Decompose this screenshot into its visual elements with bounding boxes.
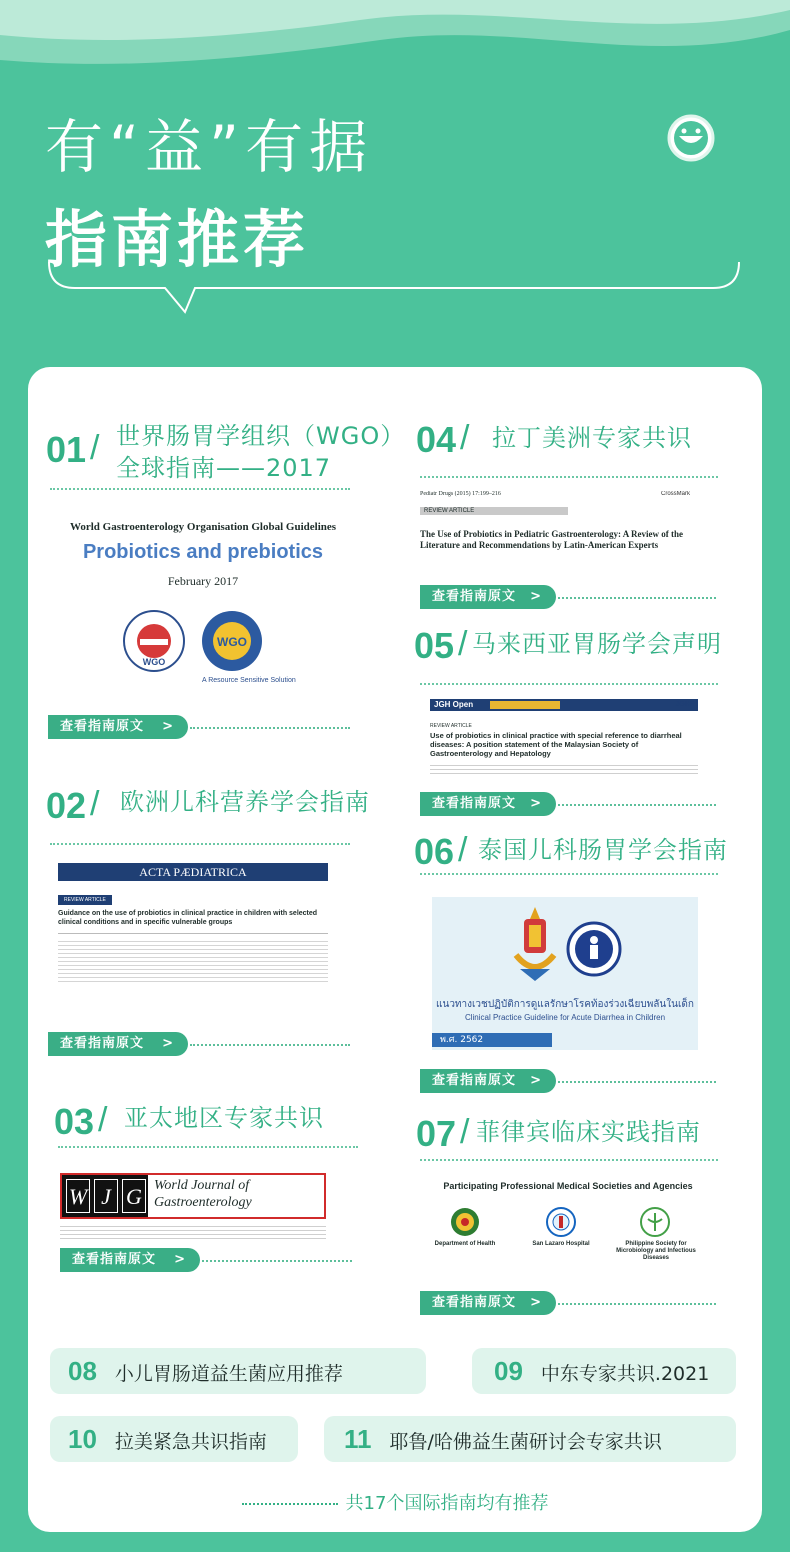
section-slash: /: [458, 625, 468, 663]
chevron-right-icon: >: [530, 796, 542, 811]
thumb-tag: REVIEW ARTICLE: [430, 723, 472, 729]
thai-subtitle: Clinical Practice Guideline for Acute Diarrhea in Children: [464, 1013, 666, 1022]
thumb-date: February 2017: [167, 574, 239, 588]
chevron-right-icon: >: [530, 589, 542, 604]
view-guideline-button-04[interactable]: [420, 585, 556, 609]
section-number: 02: [46, 785, 87, 826]
button-dotted-tail: [558, 597, 716, 599]
speech-bubble-line: [45, 262, 745, 322]
button-label: 查看指南原文: [60, 719, 145, 734]
pill-label: 拉美紧急共识指南: [114, 1431, 267, 1453]
org-label: Department of Health: [434, 1241, 496, 1247]
section-title: 拉丁美洲专家共识: [492, 424, 692, 452]
divider: [50, 488, 350, 490]
divider: [420, 873, 718, 875]
divider: [420, 1159, 718, 1161]
divider: [420, 476, 718, 478]
pill-label: 中东专家共识.2021: [540, 1363, 710, 1385]
doh-seal-icon: [450, 1207, 480, 1237]
crossmark-icon: CrossMark: [660, 491, 690, 497]
section-slash: /: [460, 419, 470, 457]
section-slash: /: [90, 429, 100, 467]
wgo-logo-text: WGO: [142, 657, 166, 667]
section-title: 亚太地区专家共识: [124, 1104, 324, 1132]
thumb-tag: REVIEW ARTICLE: [420, 507, 568, 515]
divider: [420, 683, 718, 685]
chevron-right-icon: >: [530, 1295, 542, 1310]
thumb-org: World Gastroenterology Organisation Global Guidelines: [69, 521, 337, 533]
section-slash: /: [460, 1113, 470, 1151]
view-guideline-button-06[interactable]: [420, 1069, 556, 1093]
hospital-seal-icon: [546, 1207, 576, 1237]
pill-number: 11: [344, 1424, 372, 1454]
section-title: 泰国儿科肠胃学会指南: [478, 836, 728, 864]
section-title: 欧洲儿科营养学会指南: [120, 788, 370, 816]
section-slash: /: [98, 1101, 108, 1139]
thumbnail-thai[interactable]: [432, 897, 698, 1050]
thumb-tagline: A Resource Sensitive Solution: [202, 677, 296, 684]
wjg-letter: J: [94, 1179, 118, 1213]
thumbnail-philippines[interactable]: [430, 1177, 706, 1283]
psmid-seal-icon: [640, 1207, 670, 1237]
button-dotted-tail: [558, 804, 716, 806]
guideline-pill-10[interactable]: [50, 1416, 298, 1462]
thai-emblem-icon: [510, 905, 560, 983]
header-subtitle: 指南推荐: [45, 203, 310, 276]
guidelines-card: [28, 367, 762, 1532]
chevron-right-icon: >: [162, 1036, 174, 1051]
button-label: 查看指南原文: [432, 1295, 517, 1310]
thumbnail-acta[interactable]: [58, 863, 328, 993]
thumb-tag: REVIEW ARTICLE: [58, 895, 112, 905]
thumb-meta: Pediatr Drugs (2015) 17:199–216: [420, 491, 501, 497]
section-number: 03: [54, 1101, 95, 1142]
button-label: 查看指南原文: [72, 1252, 157, 1267]
pill-label: 耶鲁/哈佛益生菌研讨会专家共识: [389, 1431, 662, 1453]
section-number: 01: [46, 429, 87, 470]
view-guideline-button-07[interactable]: [420, 1291, 556, 1315]
thumbnail-latam[interactable]: [420, 491, 712, 577]
button-label: 查看指南原文: [432, 1073, 517, 1088]
button-dotted-tail: [190, 1044, 350, 1046]
thumb-title: The Use of Probiotics in Pediatric Gastroenterology: A Review of the Literature and Recommendations by Latin-American Experts: [420, 529, 683, 550]
pill-number: 09: [494, 1356, 523, 1386]
thumbnail-wjg[interactable]: [60, 1173, 326, 1243]
jgh-brand: JGH Open: [434, 700, 474, 709]
org-label: San Lazaro Hospital: [532, 1241, 590, 1247]
divider: [58, 1146, 358, 1148]
footer-note: [28, 1489, 762, 1515]
thai-title: แนวทางเวชปฏิบัติการดูแลรักษาโรคท้องร่วงเฉียบพลันในเด็ก: [436, 999, 694, 1010]
view-guideline-button-02[interactable]: [48, 1032, 188, 1056]
org-label: Philippine Society for Microbiology and Infectious Diseases: [616, 1241, 696, 1261]
button-dotted-tail: [190, 727, 350, 729]
thumbnail-jgh[interactable]: [430, 699, 698, 785]
pill-label: 小儿胃肠道益生菌应用推荐: [114, 1363, 343, 1385]
guideline-pill-08[interactable]: [50, 1348, 426, 1394]
section-number: 05: [414, 625, 455, 666]
chevron-right-icon: >: [174, 1252, 186, 1267]
button-dotted-tail: [558, 1081, 716, 1083]
pill-number: 10: [68, 1424, 97, 1454]
jghf-logo: JGHF: [675, 701, 694, 708]
thumb-title: Guidance on the use of probiotics in clinical practice in children with selected clinical conditions and in specific vulnerable groups: [58, 910, 318, 926]
wjg-letter: G: [122, 1179, 146, 1213]
view-guideline-button-03[interactable]: [60, 1248, 200, 1272]
section-title: 马来西亚胃肠学会声明: [472, 630, 722, 658]
section-title: 世界肠胃学组织（WGO）: [116, 422, 406, 450]
section-slash: /: [90, 785, 100, 823]
button-dotted-tail: [202, 1260, 352, 1262]
thumbnail-wgo[interactable]: [58, 513, 348, 693]
thai-year: พ.ศ. 2562: [432, 1033, 552, 1047]
button-label: 查看指南原文: [432, 589, 517, 604]
wgo-logo-icon: [122, 609, 186, 673]
section-title-line2: 全球指南——2017: [116, 454, 332, 482]
button-dotted-tail: [558, 1303, 716, 1305]
wjg-name-line1: World Journal of: [154, 1178, 250, 1193]
guideline-pill-11[interactable]: [324, 1416, 736, 1462]
view-guideline-button-01[interactable]: [48, 715, 188, 739]
thumb-title: Probiotics and prebiotics: [82, 541, 324, 563]
wjg-letter: W: [66, 1179, 90, 1213]
thumb-journal: ACTA PÆDIATRICA: [58, 863, 328, 881]
view-guideline-button-05[interactable]: [420, 792, 556, 816]
header-title: 有“益”有据: [45, 113, 374, 181]
pill-number: 08: [68, 1356, 97, 1386]
button-label: 查看指南原文: [60, 1036, 145, 1051]
section-number: 07: [416, 1113, 457, 1154]
guideline-pill-09[interactable]: [472, 1348, 736, 1394]
thumb-heading: Participating Professional Medical Societies and Agencies: [443, 1181, 693, 1191]
wgo-global-text: WGO: [217, 635, 247, 649]
chevron-right-icon: >: [530, 1073, 542, 1088]
section-slash: /: [458, 831, 468, 869]
footer-dots: [242, 1503, 338, 1505]
footer-text: 共17个国际指南均有推荐: [345, 1493, 549, 1514]
chevron-right-icon: >: [162, 719, 174, 734]
wjg-name-line2: Gastroenterology: [154, 1195, 252, 1210]
society-logo-icon: [566, 921, 622, 977]
section-number: 06: [414, 831, 455, 872]
smile-icon: [665, 112, 717, 164]
wgo-global-guidelines-icon: [200, 609, 264, 673]
thumb-title: Use of probiotics in clinical practice with special reference to diarrheal diseases: A position statement of the Malaysian Society of Gastroenterology and Hepatology: [430, 731, 682, 758]
divider: [50, 843, 350, 845]
section-number: 04: [416, 419, 457, 460]
section-title: 菲律宾临床实践指南: [476, 1118, 701, 1146]
button-label: 查看指南原文: [432, 796, 517, 811]
